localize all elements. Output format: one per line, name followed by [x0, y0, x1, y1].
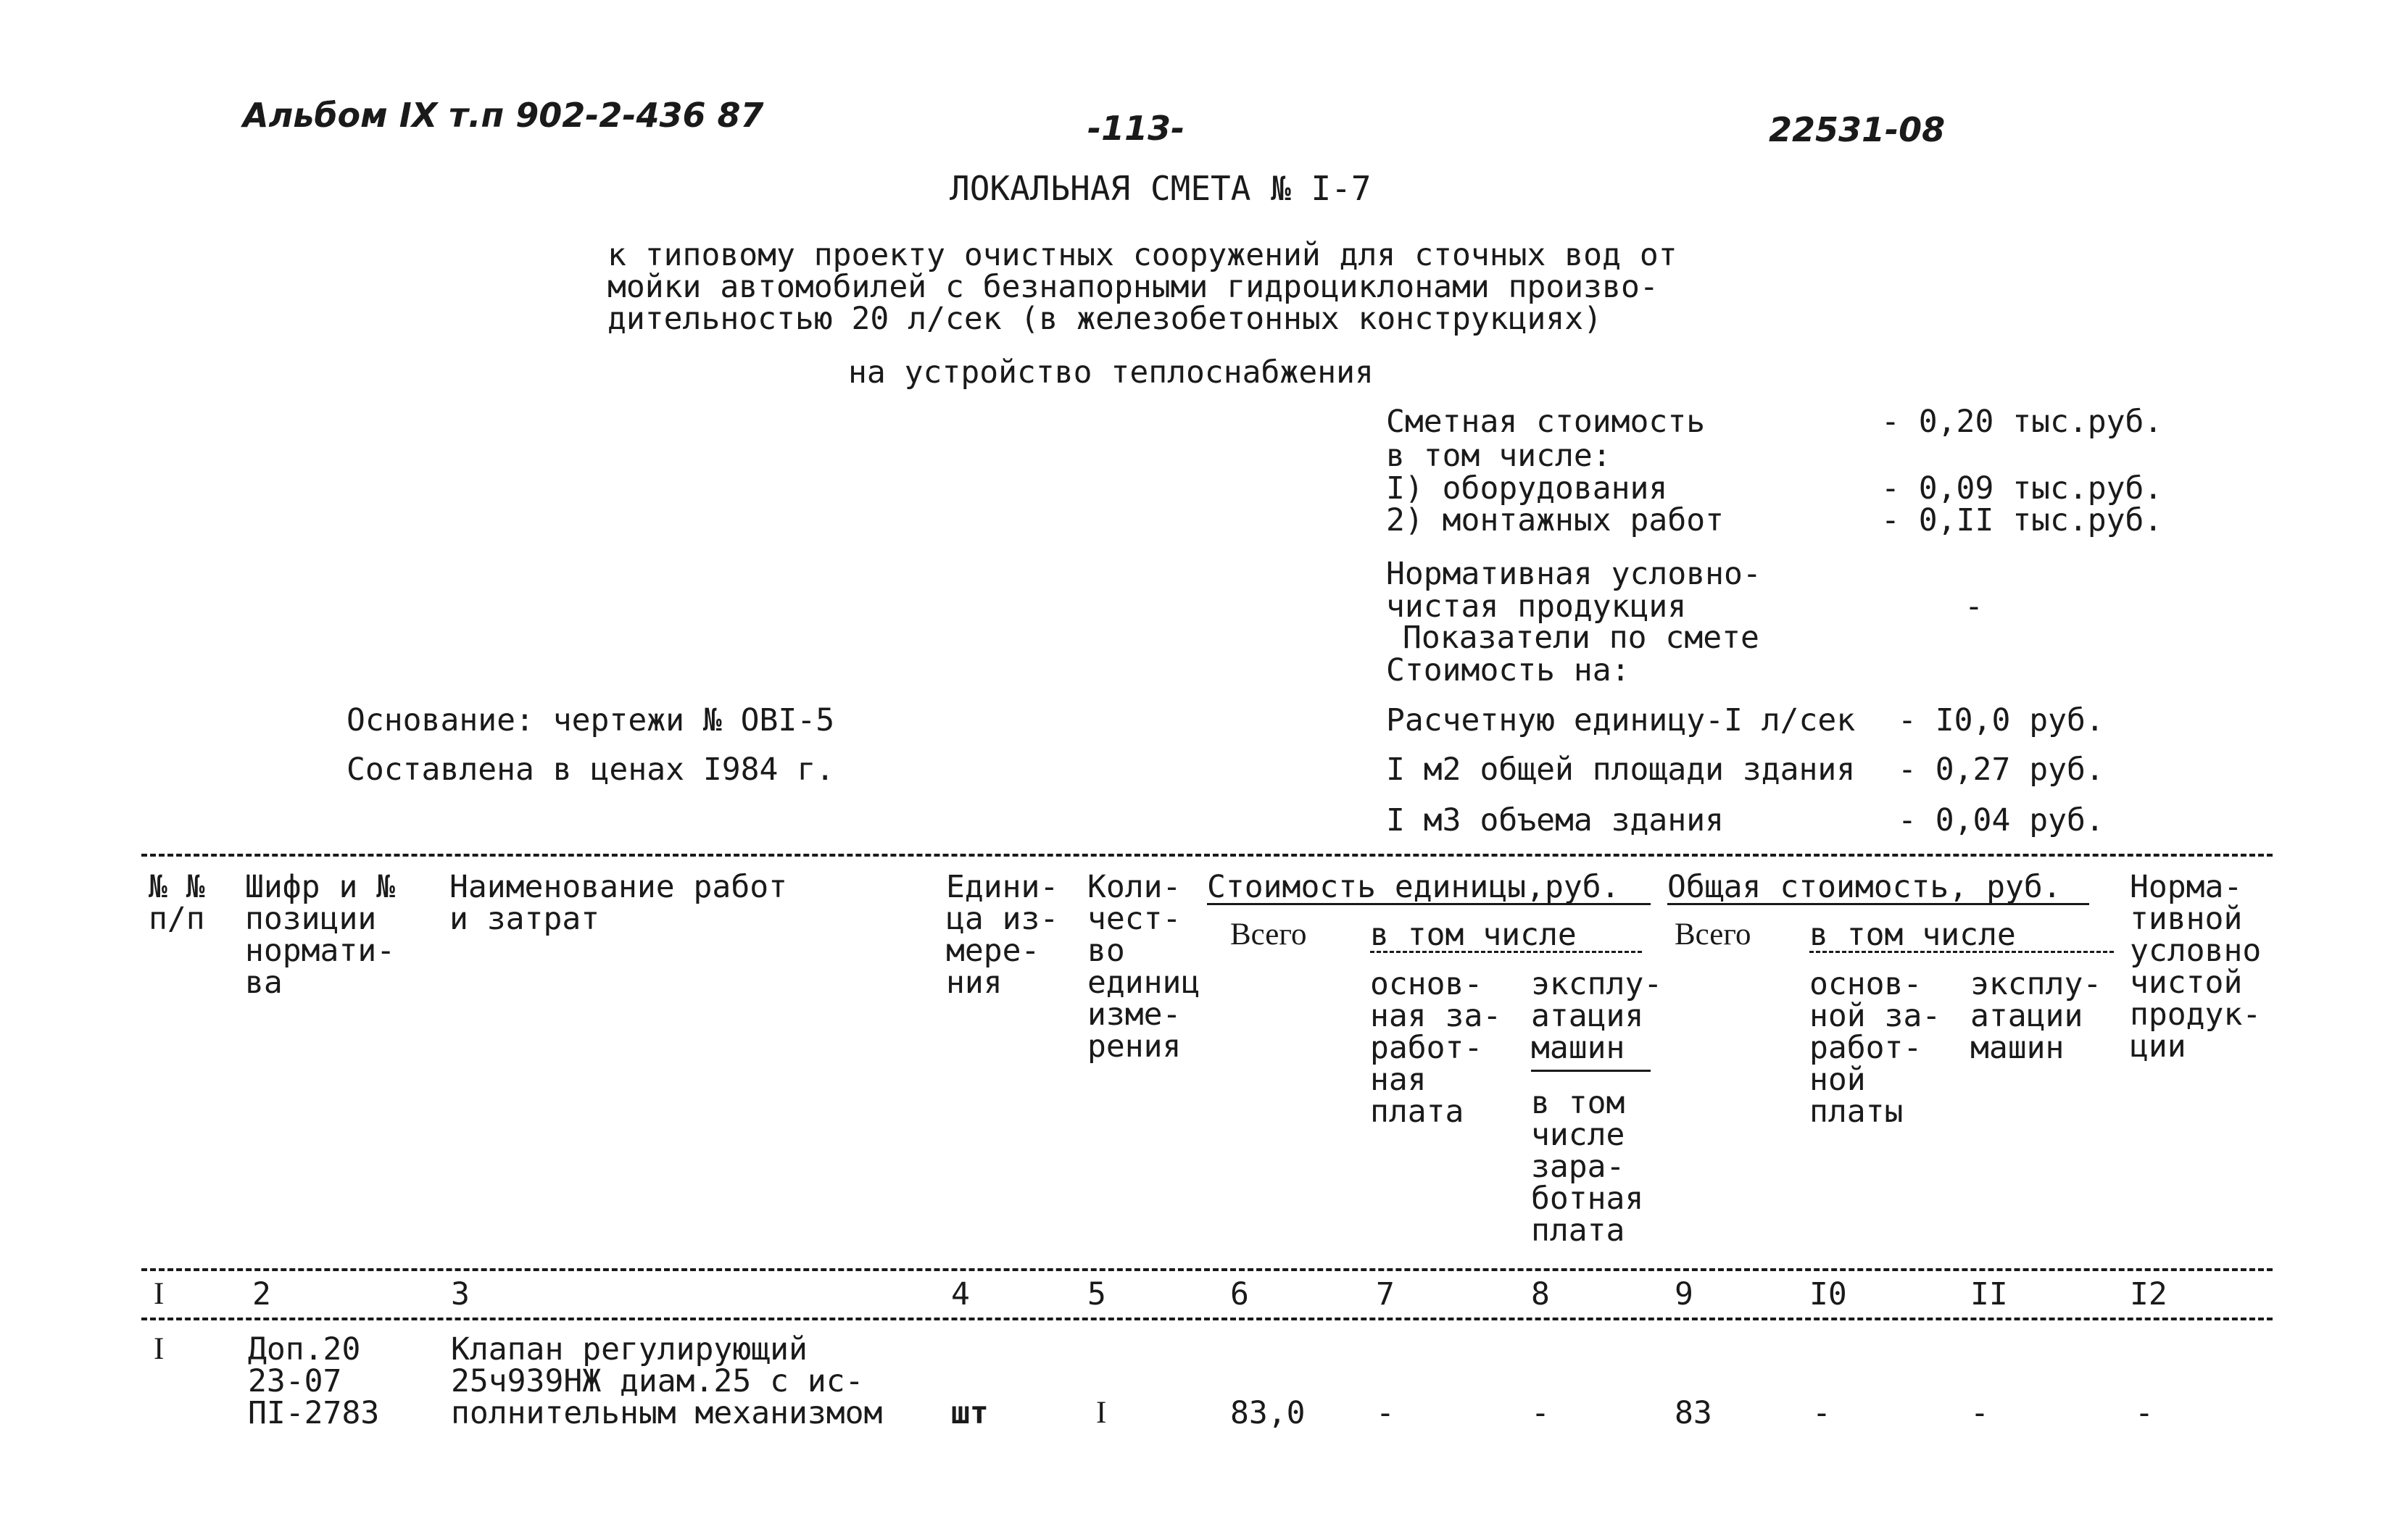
normative-label-2: чистая продукция: [1386, 588, 1687, 625]
header-col8-line-2: атация: [1531, 998, 1644, 1034]
estimated-cost-label: Сметная стоимость: [1386, 404, 1706, 440]
header-col4-line-1: Едини-: [946, 869, 1059, 905]
column-number-6: 6: [1230, 1276, 1249, 1312]
header-col7-line-5: плата: [1370, 1094, 1464, 1130]
header-col3-line-2: и затрат: [449, 901, 600, 937]
header-total-incl: в том числе: [1809, 917, 2016, 953]
header-col2-line-1: Шифр и №: [245, 869, 396, 905]
estimated-cost-value: - 0,20 тыс.руб.: [1881, 404, 2163, 440]
column-number-5: 5: [1087, 1276, 1106, 1312]
normative-label-1: Нормативная условно-: [1386, 556, 1762, 592]
header-col8-sub-line-4: ботная: [1531, 1181, 1644, 1217]
header-col11-line-1: эксплу-: [1970, 966, 2102, 1002]
header-col12-line-1: Норма-: [2130, 869, 2243, 905]
col8-underline: [1531, 1070, 1651, 1072]
subtitle-line-2: мойки автомобилей с безнапорными гидроциклонами произво-: [607, 269, 1659, 305]
header-col5-line-5: изме-: [1087, 996, 1182, 1033]
row-1-total: 83: [1675, 1395, 1712, 1431]
header-col12-line-2: тивной: [2130, 901, 2243, 937]
header-col5-line-2: чест-: [1087, 901, 1182, 937]
equipment-value: - 0,09 тыс.руб.: [1881, 470, 2163, 507]
row-1-unit-total: 83,0: [1230, 1395, 1306, 1431]
header-col12-line-5: продук-: [2130, 996, 2262, 1033]
header-col4-line-2: ца из-: [946, 901, 1059, 937]
header-col7-line-1: основ-: [1370, 966, 1483, 1002]
header-col10-line-5: платы: [1809, 1094, 1904, 1130]
header-col2-line-3: нормати-: [245, 933, 396, 969]
basis-prices: Составлена в ценах I984 г.: [347, 752, 835, 788]
header-col5-line-6: рения: [1087, 1028, 1182, 1065]
header-col10-line-2: ной за-: [1809, 998, 1941, 1034]
volume-cost-label: I м3 объема здания: [1386, 802, 1724, 838]
area-cost-label: I м2 общей площади здания: [1386, 752, 1856, 788]
unit-cost-label: Расчетную единицу-I л/сек: [1386, 702, 1856, 738]
header-col11-line-3: машин: [1970, 1030, 2065, 1066]
header-unit-incl: в том числе: [1370, 917, 1577, 953]
row-1-code-line-1: Доп.20: [248, 1331, 361, 1368]
column-number-2: 2: [252, 1276, 271, 1312]
basis-drawings: Основание: чертежи № OBI-5: [347, 702, 835, 738]
header-col1-line-1: № №: [149, 869, 205, 905]
cost-on-label: Стоимость на:: [1386, 652, 1630, 688]
row-1-name-line-3: полнительным механизмом: [451, 1395, 883, 1431]
installation-label: 2) монтажных работ: [1386, 502, 1724, 538]
row-1-total-machines: -: [1970, 1395, 1989, 1431]
column-number-12: I2: [2130, 1276, 2167, 1312]
column-number-9: 9: [1675, 1276, 1693, 1312]
column-number-4: 4: [951, 1276, 970, 1312]
header-col9: Всего: [1675, 917, 1751, 952]
header-col2-line-2: позиции: [245, 901, 377, 937]
document-code: 22531-08: [1769, 110, 1946, 149]
row-1-code-line-3: ПI-2783: [248, 1395, 380, 1431]
column-number-10: I0: [1809, 1276, 1847, 1312]
header-col8-sub-line-2: числе: [1531, 1117, 1625, 1153]
column-number-11: II: [1970, 1276, 2008, 1312]
total-cost-group-header: Общая стоимость, руб.: [1667, 869, 2062, 905]
header-col4-line-3: мере-: [946, 933, 1040, 969]
column-number-7: 7: [1376, 1276, 1395, 1312]
header-col10-line-4: ной: [1809, 1062, 1866, 1098]
header-col8-sub-line-5: плата: [1531, 1212, 1625, 1249]
unit-cost-group-header: Стоимость единицы,руб.: [1207, 869, 1620, 905]
header-col11-line-2: атации: [1970, 998, 2083, 1034]
table-top-rule: [141, 854, 2273, 857]
page-number: -113-: [1087, 109, 1185, 148]
header-col7-line-4: ная: [1370, 1062, 1427, 1098]
header-col12-line-6: ции: [2130, 1028, 2186, 1065]
row-1-unit-machines: -: [1531, 1395, 1550, 1431]
purpose-line: на устройство теплоснабжения: [848, 354, 1374, 391]
subtitle-line-3: дительностью 20 л/сек (в железобетонных конструкциях): [607, 301, 1603, 337]
installation-value: - 0,II тыс.руб.: [1881, 502, 2163, 538]
header-col6: Всего: [1230, 917, 1307, 952]
header-col4-line-4: ния: [946, 965, 1003, 1001]
header-col10-line-3: работ-: [1809, 1030, 1922, 1066]
unit-incl-underline: [1370, 951, 1642, 953]
subtitle-line-1: к типовому проекту очистных сооружений для сточных вод от: [607, 237, 1677, 273]
album-note: Альбом IX т.п 902-2-436 87: [243, 96, 764, 135]
header-col8-sub-line-1: в том: [1531, 1085, 1625, 1121]
total-cost-group-underline: [1667, 903, 2089, 905]
row-1-qty: I: [1096, 1396, 1107, 1430]
row-1-normative: -: [2135, 1395, 2154, 1431]
row-1-name-line-2: 25ч939НЖ диам.25 с ис-: [451, 1363, 864, 1399]
header-col5-line-1: Коли-: [1087, 869, 1182, 905]
header-col8-line-1: эксплу-: [1531, 966, 1663, 1002]
normative-value: -: [1965, 588, 1983, 625]
row-1-name-line-1: Клапан регулирующий: [451, 1331, 808, 1368]
total-incl-underline: [1809, 951, 2114, 953]
row-1-num: I: [154, 1332, 165, 1366]
header-col8-line-3: машин: [1531, 1030, 1625, 1066]
row-1-code-line-2: 23-07: [248, 1363, 342, 1399]
header-col3-line-1: Наименование работ: [449, 869, 787, 905]
row-1-unit-wage: -: [1376, 1395, 1395, 1431]
row-1-total-wage: -: [1812, 1395, 1831, 1431]
header-col12-line-4: чистой: [2130, 965, 2243, 1001]
header-col7-line-2: ная за-: [1370, 998, 1502, 1034]
row-1-unit: шт: [951, 1395, 989, 1431]
header-col10-line-1: основ-: [1809, 966, 1922, 1002]
header-col1-line-2: п/п: [149, 901, 205, 937]
column-numbers-bottom-rule: [141, 1318, 2273, 1320]
column-numbers-top-rule: [141, 1268, 2273, 1271]
header-col2-line-4: ва: [245, 965, 283, 1001]
header-col5-line-4: единиц: [1087, 965, 1200, 1001]
volume-cost-value: - 0,04 руб.: [1898, 802, 2104, 838]
column-number-8: 8: [1531, 1276, 1550, 1312]
document-title: ЛОКАЛЬНАЯ СМЕТА № I-7: [950, 169, 1372, 208]
header-col7-line-3: работ-: [1370, 1030, 1483, 1066]
column-number-3: 3: [451, 1276, 470, 1312]
column-number-1: I: [154, 1277, 165, 1311]
header-col5-line-3: во: [1087, 933, 1125, 969]
including-label: в том числе:: [1386, 438, 1611, 474]
indicators-label: Показатели по смете: [1403, 620, 1759, 656]
unit-cost-group-underline: [1207, 903, 1651, 905]
header-col12-line-3: условно: [2130, 933, 2262, 969]
area-cost-value: - 0,27 руб.: [1898, 752, 2104, 788]
header-col8-sub-line-3: зара-: [1531, 1149, 1625, 1185]
unit-cost-value: - I0,0 руб.: [1898, 702, 2104, 738]
equipment-label: I) оборудования: [1386, 470, 1668, 507]
